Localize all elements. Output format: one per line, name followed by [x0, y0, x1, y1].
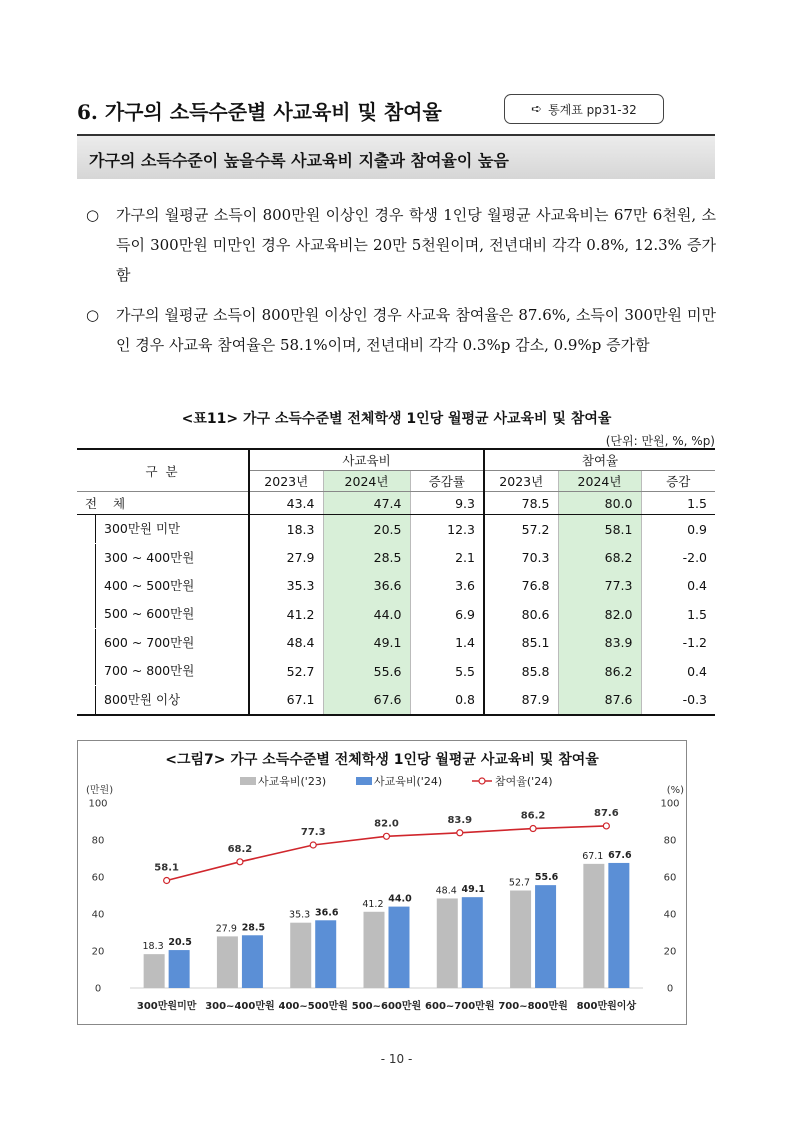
col-header: 2024년 — [558, 471, 641, 492]
y-tick-right: 40 — [663, 909, 677, 921]
cell: 1.5 — [641, 492, 715, 515]
table-row — [77, 572, 715, 600]
stat-table-reference-text: 통계표 pp31-32 — [548, 102, 637, 117]
page-number: - 10 - — [380, 1052, 413, 1066]
y-tick-left: 100 — [88, 798, 108, 810]
y-tick-right: 100 — [660, 798, 680, 810]
participation-point — [530, 826, 536, 832]
cell: 49.1 — [323, 629, 410, 657]
bar-cost-2024 — [462, 897, 483, 988]
table-row-total — [77, 492, 715, 515]
bar-cost-2023 — [144, 954, 165, 988]
y-tick-right: 80 — [663, 835, 677, 847]
y-tick-left: 20 — [91, 946, 105, 958]
participation-label: 87.6 — [594, 807, 619, 819]
bar-data-label: 35.3 — [289, 909, 311, 921]
cell: 55.6 — [323, 657, 410, 685]
header-group-rate: 참여율 — [484, 449, 715, 471]
col-header: 2023년 — [484, 471, 558, 492]
participation-label: 83.9 — [447, 814, 473, 826]
pointing-arrow-icon: ➪ — [531, 101, 543, 117]
bar-data-label: 18.3 — [142, 941, 164, 953]
participation-label: 77.3 — [300, 826, 326, 838]
bar-cost-2023 — [510, 891, 531, 988]
cell: 83.9 — [558, 629, 641, 657]
cell: 1.4 — [410, 629, 484, 657]
cell: 36.6 — [323, 572, 410, 600]
cell: 43.4 — [249, 492, 323, 515]
paragraph-2-text: 가구의 월평균 소득이 800만원 이상인 경우 사교육 참여율은 87.6%, 소득이 300만원 미만인 경우 사교육 참여율은 58.1%이며, 전년대비 각각 0.3%p 감소, 0.9%p 증가함 — [116, 306, 716, 354]
x-tick-label: 300만원미만 — [136, 1001, 197, 1012]
row-label: 700 ~ 800만원 — [77, 657, 249, 685]
bar-data-label: 67.6 — [608, 849, 632, 861]
participation-label: 68.2 — [227, 843, 253, 855]
row-label: 전 체 — [77, 492, 249, 515]
income-table — [77, 448, 715, 716]
bar-data-label: 27.9 — [215, 923, 237, 935]
x-tick-label: 600~700만원 — [425, 1001, 495, 1012]
chart-svg — [78, 741, 686, 1024]
cell: 70.3 — [484, 543, 558, 571]
cell: 1.5 — [687, 606, 707, 622]
table-row — [77, 515, 715, 544]
cell: 82.0 — [558, 600, 641, 628]
cell: 76.8 — [484, 572, 558, 600]
bar-data-label: 67.1 — [582, 850, 604, 862]
legend-marker — [479, 778, 485, 784]
cell: 0.4 — [687, 663, 707, 679]
row-label: 400 ~ 500만원 — [77, 572, 249, 600]
cell: 44.0 — [323, 600, 410, 628]
participation-label: 86.2 — [520, 810, 546, 822]
header-category: 구 분 — [77, 449, 249, 492]
legend-label: 참여율('24) — [495, 775, 553, 788]
paragraph-1-text: 가구의 월평균 소득이 800만원 이상인 경우 학생 1인당 월평균 사교육비는 67만 6천원, 소득이 300만원 미만인 경우 사교육비는 20만 5천원이며, 전년대비 각각 0.8%, 12.3% 증가함 — [116, 206, 716, 284]
cell: 57.2 — [484, 515, 558, 544]
col-header: 증감률 — [410, 471, 484, 492]
participation-label: 58.1 — [154, 862, 179, 874]
bar-cost-2024 — [608, 863, 629, 988]
cell: 85.1 — [484, 629, 558, 657]
cell: 41.2 — [249, 600, 323, 628]
col-header: 증감 — [641, 471, 715, 492]
bar-data-label: 44.0 — [388, 893, 412, 905]
bar-data-label: 55.6 — [534, 872, 559, 884]
cell: 67.1 — [249, 685, 323, 714]
bar-cost-2024 — [169, 950, 190, 988]
cell: 85.8 — [484, 657, 558, 685]
participation-label: 82.0 — [374, 818, 399, 830]
cell: 80.0 — [558, 492, 641, 515]
table-row — [77, 685, 715, 714]
row-label: 500 ~ 600만원 — [77, 600, 249, 628]
cell: 6.9 — [410, 600, 484, 628]
header-group-cost: 사교육비 — [249, 449, 484, 471]
y-tick-left: 60 — [91, 872, 105, 884]
participation-point — [457, 830, 463, 836]
paragraph-2 — [86, 300, 716, 360]
table-row — [77, 629, 715, 657]
cell: 20.5 — [323, 515, 410, 544]
cell: 0.4 — [687, 578, 707, 594]
bar-cost-2024 — [242, 935, 263, 988]
bullet-icon: ○ — [86, 206, 100, 224]
cell: 68.2 — [558, 543, 641, 571]
bar-cost-2023 — [364, 912, 385, 988]
cell: 27.9 — [249, 543, 323, 571]
participation-point — [603, 823, 609, 829]
bar-data-label: 41.2 — [362, 898, 384, 910]
participation-point — [164, 878, 170, 884]
row-label: 800만원 이상 — [77, 685, 249, 714]
cell: 87.9 — [484, 685, 558, 714]
cell: 35.3 — [249, 572, 323, 600]
table-row — [77, 657, 715, 685]
y-tick-right: 0 — [666, 983, 674, 995]
cell: 52.7 — [249, 657, 323, 685]
summary-text: 가구의 소득수준이 높을수록 사교육비 지출과 참여율이 높음 — [89, 151, 509, 170]
cell: 80.6 — [484, 600, 558, 628]
y-tick-left: 40 — [91, 909, 105, 921]
bar-data-label: 20.5 — [168, 937, 192, 949]
legend-label: 사교육비('24) — [374, 775, 443, 788]
cell: 67.6 — [323, 685, 410, 714]
participation-point — [384, 833, 390, 839]
cell: 9.3 — [410, 492, 484, 515]
cell: 18.3 — [249, 515, 323, 544]
cell: 3.6 — [410, 572, 484, 600]
chart-title: <그림7> 가구 소득수준별 전체학생 1인당 월평균 사교육비 및 참여율 — [165, 752, 599, 768]
cell: -1.2 — [682, 635, 707, 651]
bar-cost-2024 — [535, 885, 556, 988]
cell: 0.8 — [410, 685, 484, 714]
x-tick-label: 400~500만원 — [278, 1001, 348, 1012]
table-row — [77, 543, 715, 571]
y-tick-left: 0 — [94, 983, 102, 995]
table-row — [77, 600, 715, 628]
cell: 47.4 — [323, 492, 410, 515]
bar-cost-2023 — [583, 864, 604, 988]
section-title: 6. 가구의 소득수준별 사교육비 및 참여율 — [77, 100, 442, 124]
stat-table-reference — [504, 94, 664, 124]
bar-cost-2024 — [389, 907, 410, 988]
legend-swatch — [356, 777, 372, 785]
cell: 28.5 — [323, 543, 410, 571]
row-label: 600 ~ 700만원 — [77, 629, 249, 657]
bar-data-label: 48.4 — [435, 885, 457, 897]
participation-point — [310, 842, 316, 848]
bar-data-label: 28.5 — [241, 922, 266, 934]
bar-data-label: 36.6 — [314, 907, 339, 919]
cell: -2.0 — [682, 550, 707, 566]
y-axis-right-label: (%) — [666, 785, 684, 796]
y-tick-right: 20 — [663, 946, 677, 958]
table-unit: (단위: 만원, %, %p) — [605, 434, 715, 448]
x-tick-label: 700~800만원 — [498, 1001, 568, 1012]
y-tick-left: 80 — [91, 835, 105, 847]
cell: 78.5 — [484, 492, 558, 515]
cell: -0.3 — [641, 685, 715, 714]
x-tick-label: 800만원이상 — [576, 1001, 637, 1012]
y-tick-right: 60 — [663, 872, 677, 884]
y-axis-left-label: (만원) — [86, 785, 114, 796]
table-title: <표11> 가구 소득수준별 전체학생 1인당 월평균 사교육비 및 참여율 — [181, 411, 612, 427]
bar-cost-2023 — [437, 898, 458, 988]
bar-cost-2024 — [315, 920, 336, 988]
x-tick-label: 500~600만원 — [351, 1001, 422, 1012]
cell: 77.3 — [558, 572, 641, 600]
bar-data-label: 52.7 — [508, 877, 531, 889]
participation-point — [237, 859, 243, 865]
cell: 48.4 — [249, 629, 323, 657]
bar-data-label: 49.1 — [461, 884, 486, 896]
cell: 5.5 — [410, 657, 484, 685]
row-label: 300 ~ 400만원 — [77, 543, 249, 571]
legend-label: 사교육비('23) — [258, 775, 327, 788]
col-header: 2024년 — [323, 471, 410, 492]
paragraph-1 — [86, 200, 716, 290]
cell: 0.9 — [687, 521, 707, 537]
bar-cost-2023 — [217, 936, 238, 988]
legend-swatch — [240, 777, 256, 785]
bullet-icon: ○ — [86, 306, 100, 324]
cell: 87.6 — [558, 685, 641, 714]
chart-container — [77, 740, 687, 1025]
cell: 12.3 — [410, 515, 484, 544]
summary-bar — [77, 134, 715, 179]
row-label: 300만원 미만 — [77, 515, 249, 544]
x-tick-label: 300~400만원 — [205, 1001, 275, 1012]
cell: 86.2 — [558, 657, 641, 685]
cell: 2.1 — [410, 543, 484, 571]
col-header: 2023년 — [249, 471, 323, 492]
cell: 58.1 — [558, 515, 641, 544]
bar-cost-2023 — [290, 923, 311, 988]
